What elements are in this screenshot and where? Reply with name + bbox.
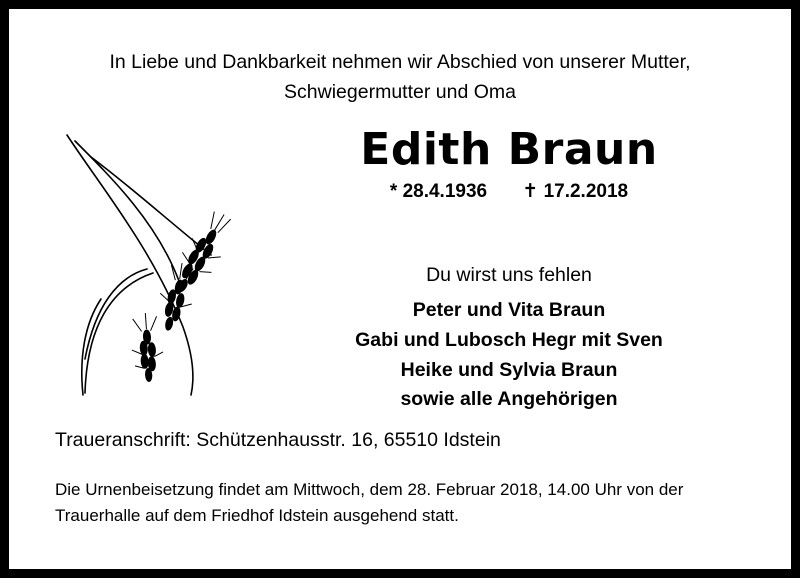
birth-date: * 28.4.1936: [389, 181, 488, 203]
survivor-item: Peter und Vita Braun: [412, 299, 606, 322]
death-date: 17.2.2018: [543, 181, 629, 203]
funeral-details-line-1: Die Urnenbeisetzung findet am Mittwoch, dem 28. Februar 2018, 14.00 Uhr von der: [55, 480, 684, 499]
funeral-details: [55, 477, 755, 528]
survivors-list: [259, 296, 759, 415]
cross-icon: ✝: [522, 180, 539, 203]
survivor-item: sowie alle Angehörigen: [400, 388, 618, 411]
mourning-address: Traueranschrift: Schützenhausstr. 16, 65510 Idstein: [55, 429, 501, 451]
survivor-item: Gabi und Lubosch Hegr mit Sven: [355, 328, 663, 351]
notice-inner: [9, 9, 791, 569]
deceased-name: Edith Braun: [360, 124, 658, 175]
survivor-item: Heike und Sylvia Braun: [400, 358, 618, 381]
life-dates: [259, 180, 759, 203]
funeral-details-line-2: Trauerhalle auf dem Friedhof Idstein ausgehend statt.: [55, 505, 459, 525]
farewell-text: Du wirst uns fehlen: [426, 264, 592, 286]
dedication-line-1: In Liebe und Dankbarkeit nehmen wir Abschied von unserer Mutter,: [109, 51, 691, 73]
dedication-text: [9, 9, 791, 107]
deceased-name-block: [259, 124, 759, 203]
survivors-block: [259, 261, 759, 415]
dedication-line-2: Schwiegermutter und Oma: [284, 81, 516, 104]
wheat-illustration: [61, 127, 246, 407]
